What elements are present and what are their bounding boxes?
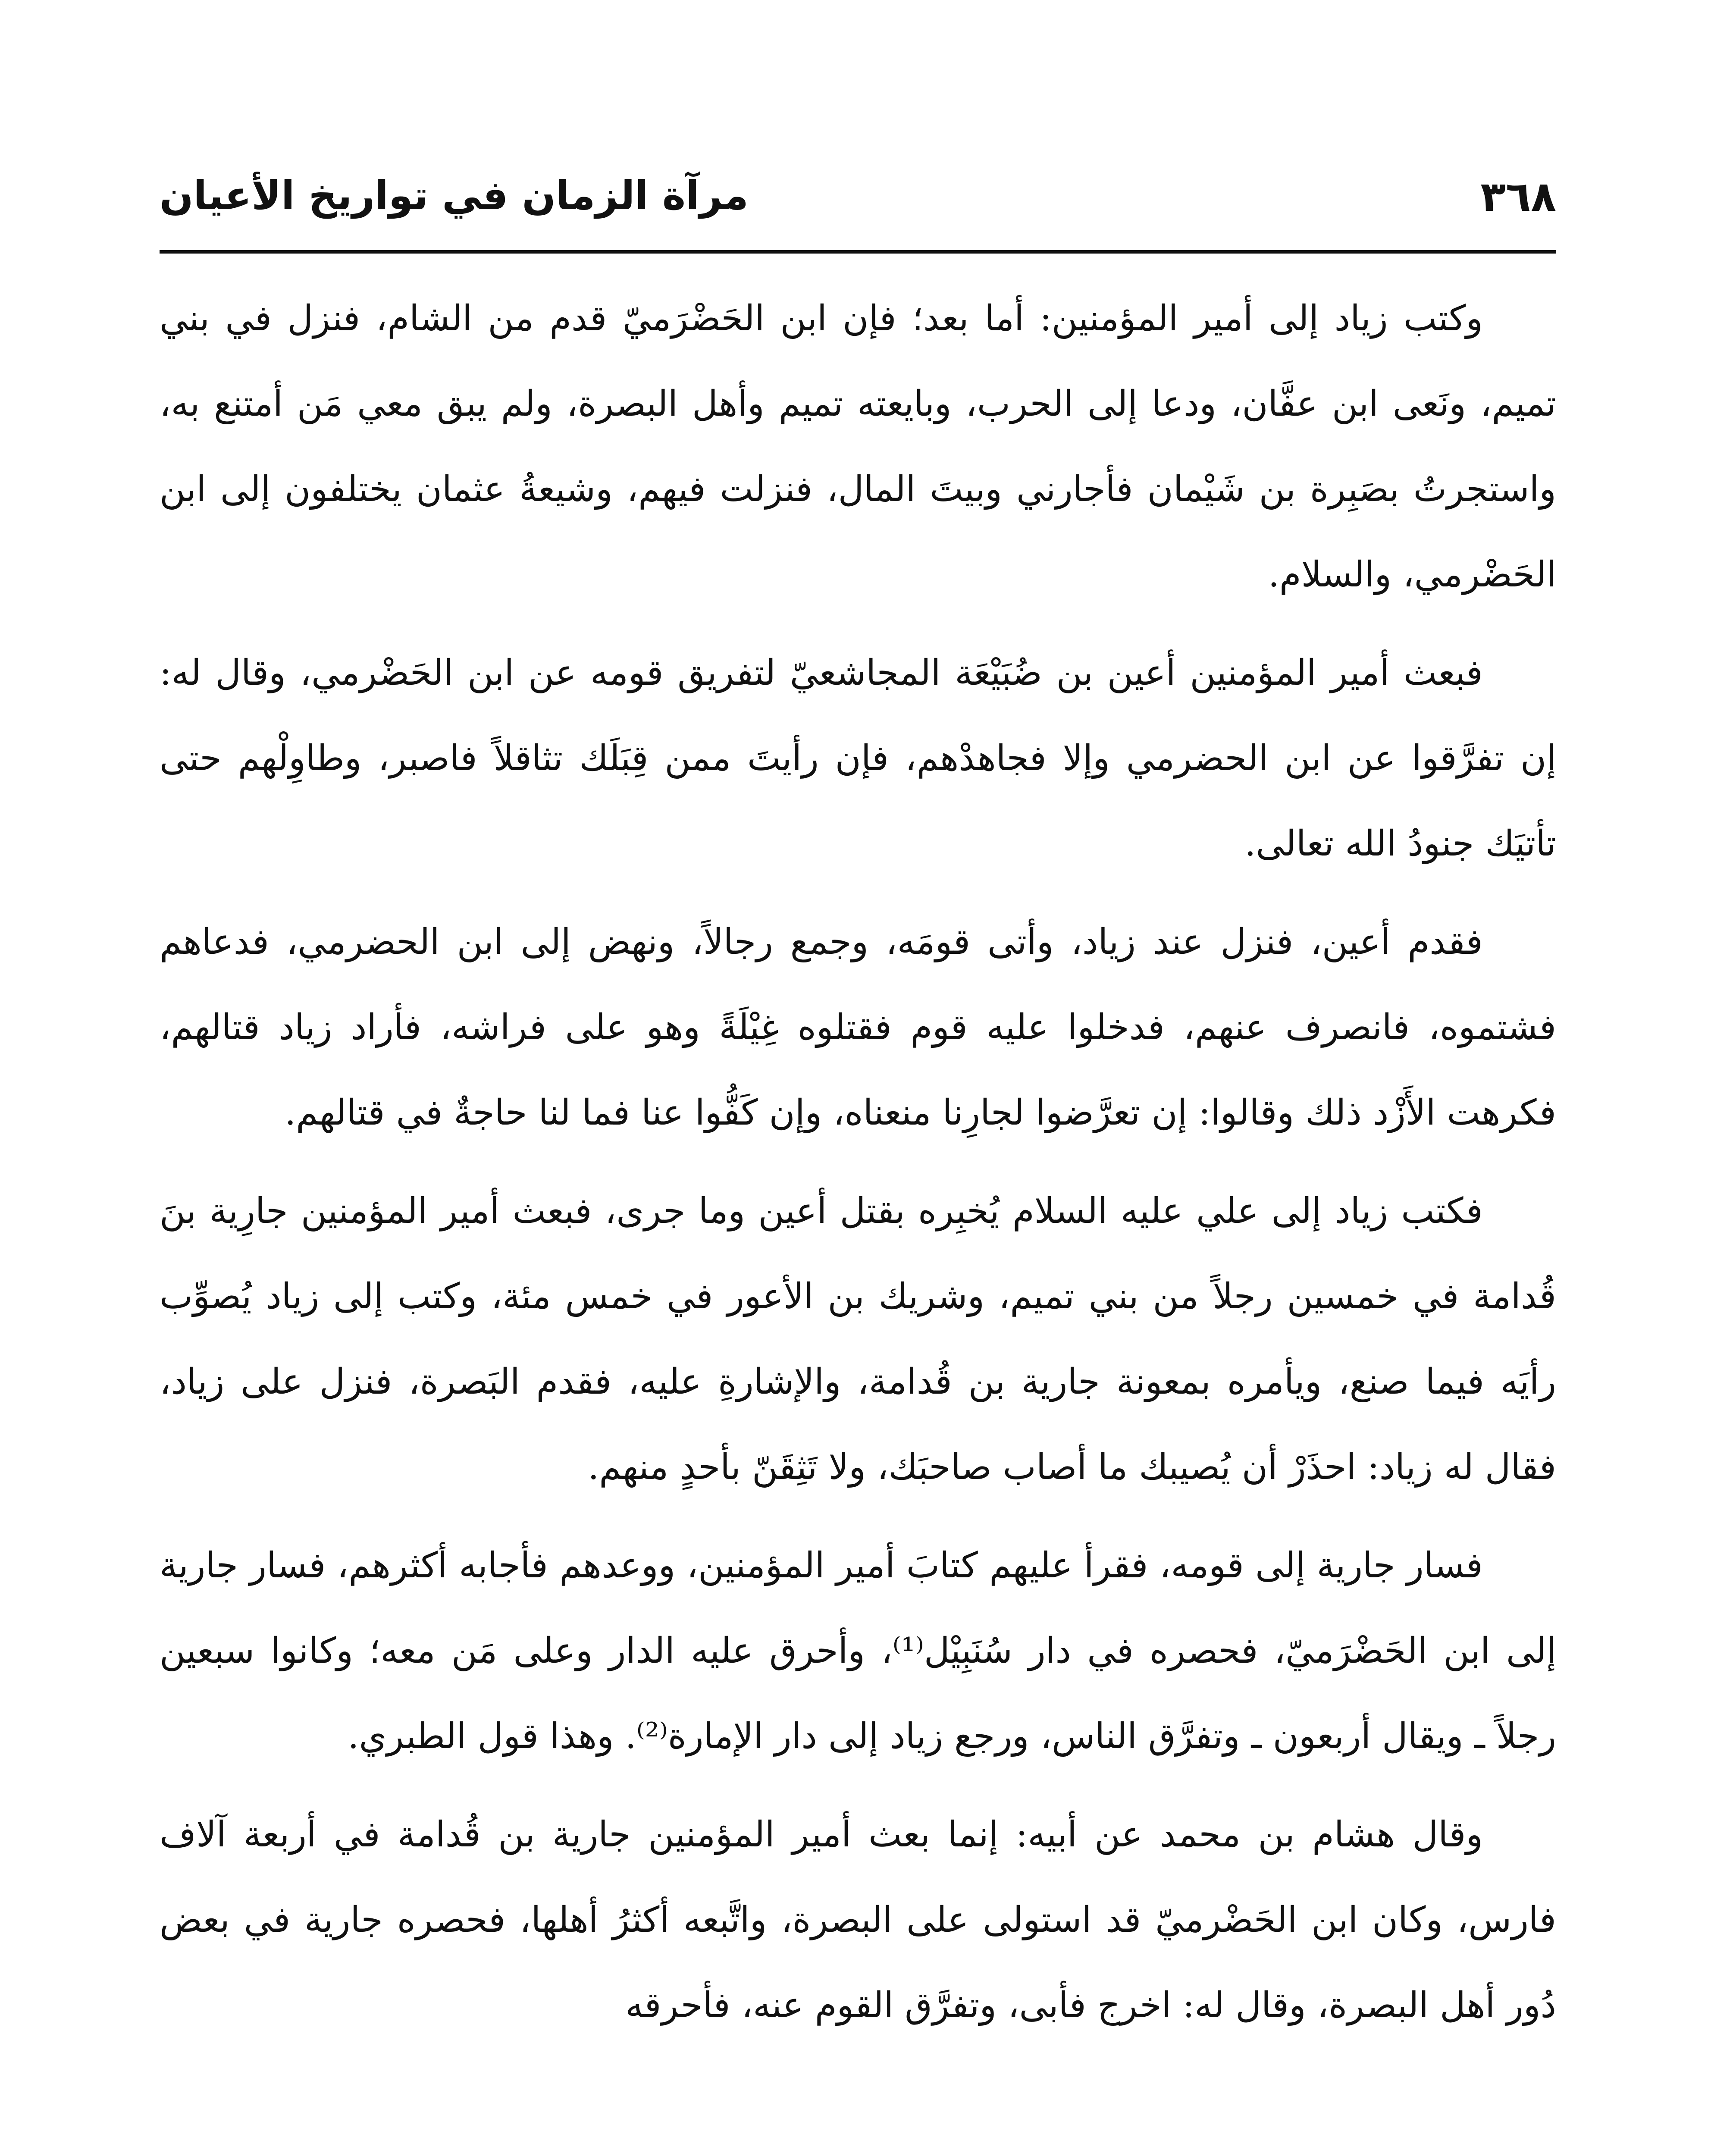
header-divider (160, 250, 1556, 254)
paragraph: فبعث أمير المؤمنين أعين بن ضُبَيْعَة المجاشعيّ لتفريق قومه عن ابن الحَضْرمي، وقال له: إن تفرَّقوا عن ابن الحضرمي وإلا فجاهدْهم، فإن رأيتَ ممن قِبَلَك تثاقلاً فاصبر، وطاوِلْهم حتى تأتيَك جنودُ الله تعالى. (160, 652, 1556, 864)
page-header (160, 164, 1556, 246)
paragraph: فقدم أعين، فنزل عند زياد، وأتى قومَه، وجمع رجالاً، ونهض إلى ابن الحضرمي، فدعاهم فشتموه، فانصرف عنهم، فدخلوا عليه قوم فقتلوه غِيْلَةً وهو على فراشه، فأراد زياد قتالهم، فكرهت الأَزْد ذلك وقالوا: إن تعرَّضوا لجارِنا منعناه، وإن كَفُّوا عنا فما لنا حاجةٌ في قتالهم. (160, 921, 1556, 1133)
main-text (160, 276, 1556, 2061)
paragraph: وقال هشام بن محمد عن أبيه: إنما بعث أمير المؤمنين جارية بن قُدامة في أربعة آلاف فارس، وكان ابن الحَضْرميّ قد استولى على البصرة، واتَّبعه أكثرُ أهلها، فحصره جارية في بعض دُور أهل البصرة، وقال له: اخرج فأبى، وتفرَّق القوم عنه، فأحرقه (160, 1814, 1556, 2026)
paragraph: فسار جارية إلى قومه، فقرأ عليهم كتابَ أمير المؤمنين، ووعدهم فأجابه أكثرهم، فسار جارية إلى ابن الحَضْرَميّ، فحصره في دار سُنَبِيْل⁽¹⁾، وأحرق عليه الدار وعلى مَن معه؛ وكانوا سبعين رجلاً ـ ويقال أربعون ـ وتفرَّق الناس، ورجع زياد إلى دار الإمارة⁽²⁾. وهذا قول الطبري. (160, 1545, 1557, 1757)
running-title: مرآة الزمان في تواريخ الأعيان (160, 172, 749, 219)
paragraph: وكتب زياد إلى أمير المؤمنين: أما بعد؛ فإن ابن الحَضْرَميّ قدم من الشام، فنزل في بني تميم، ونَعى ابن عفَّان، ودعا إلى الحرب، وبايعته تميم وأهل البصرة، ولم يبق معي مَن أمتنع به، واستجرتُ بصَبِرة بن شَيْمان فأجارني وبيتَ المال، فنزلت فيهم، وشيعةُ عثمان يختلفون إلى ابن الحَضْرمي، والسلام. (160, 298, 1556, 595)
page-number: ٣٦٨ (1480, 172, 1556, 221)
paragraph: فكتب زياد إلى علي عليه السلام يُخبِره بقتل أعين وما جرى، فبعث أمير المؤمنين جارِية بنَ قُدامة في خمسين رجلاً من بني تميم، وشريك بن الأعور في خمس مئة، وكتب إلى زياد يُصوِّب رأيَه فيما صنع، ويأمره بمعونة جارية بن قُدامة، والإشارةِ عليه، فقدم البَصرة، فنزل على زياد، فقال له زياد: احذَرْ أن يُصيبك ما أصاب صاحبَك، ولا تَثِقَنّ بأحدٍ منهم. (160, 1191, 1556, 1488)
